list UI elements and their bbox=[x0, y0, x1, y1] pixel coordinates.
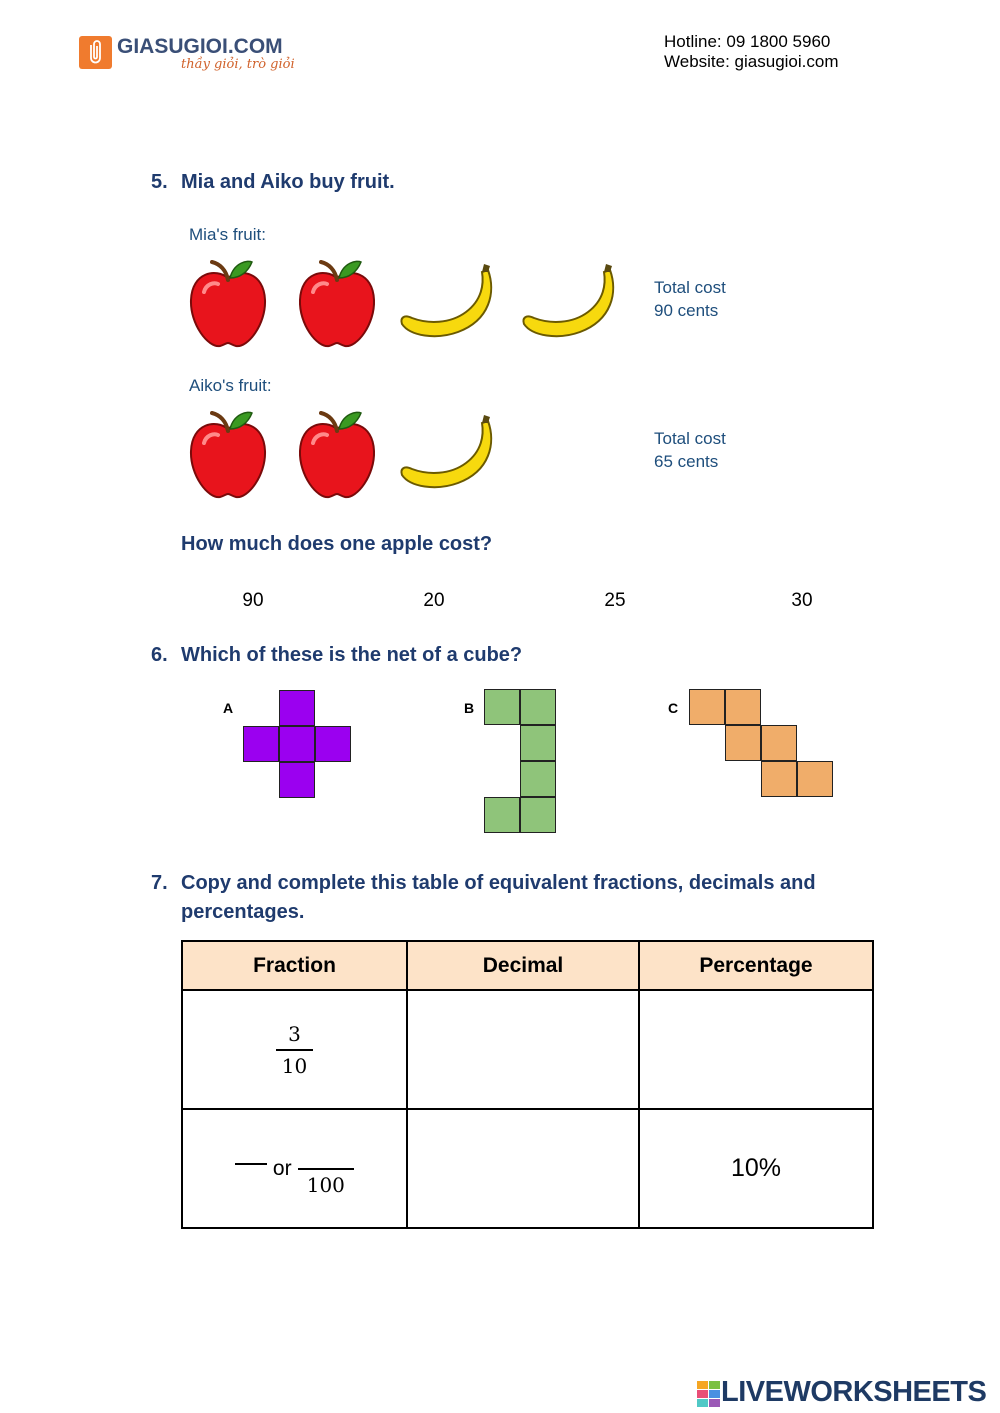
question-text: Which of these is the net of a cube? bbox=[181, 644, 523, 666]
fraction-blank-100[interactable] bbox=[298, 1141, 355, 1197]
fraction-3-10 bbox=[276, 1022, 313, 1078]
apple-icon bbox=[186, 409, 270, 501]
answer-option-20[interactable]: 20 bbox=[423, 590, 445, 611]
banana-icon bbox=[398, 262, 508, 344]
net-square bbox=[279, 690, 315, 726]
question-5 bbox=[151, 171, 395, 194]
paperclip-icon bbox=[79, 36, 112, 69]
table-row bbox=[182, 1109, 873, 1228]
net-label-c: C bbox=[668, 700, 679, 716]
net-square bbox=[761, 725, 797, 761]
percentage-cell bbox=[639, 1109, 873, 1228]
question-number: 7. bbox=[151, 872, 168, 894]
net-c[interactable] bbox=[689, 689, 835, 799]
apple-icon bbox=[295, 258, 379, 350]
denominator: 100 bbox=[306, 1172, 345, 1197]
or-word: or bbox=[272, 1156, 292, 1180]
numerator-blank[interactable] bbox=[298, 1141, 355, 1170]
header-fraction: Fraction bbox=[182, 941, 407, 990]
table-row bbox=[182, 990, 873, 1109]
question-text-line: percentages. bbox=[181, 901, 305, 923]
percentage-value: 10% bbox=[730, 1154, 782, 1182]
net-square bbox=[520, 761, 556, 797]
cost-value: 90 cents bbox=[654, 301, 719, 320]
question-7 bbox=[151, 869, 816, 927]
net-square bbox=[725, 689, 761, 725]
question-number: 6. bbox=[151, 644, 168, 666]
apple-icon bbox=[295, 409, 379, 501]
cost-label: Total cost bbox=[654, 278, 726, 297]
aiko-total-cost bbox=[654, 427, 726, 473]
brand-slogan: thầy giỏi, trò giỏi bbox=[181, 57, 295, 72]
mia-fruit-label: Mia's fruit: bbox=[189, 225, 266, 244]
equivalents-table bbox=[181, 940, 874, 1229]
answer-option-90[interactable]: 90 bbox=[242, 590, 264, 611]
question-text: Mia and Aiko buy fruit. bbox=[181, 171, 395, 193]
percentage-answer-cell[interactable] bbox=[639, 990, 873, 1109]
answer-option-30[interactable]: 30 bbox=[791, 590, 813, 611]
fraction-cell bbox=[182, 1109, 407, 1228]
net-a[interactable] bbox=[243, 690, 353, 798]
header-percentage: Percentage bbox=[639, 941, 873, 990]
mia-total-cost bbox=[654, 276, 726, 322]
apple-cost-question: How much does one apple cost? bbox=[181, 533, 493, 555]
net-square bbox=[279, 762, 315, 798]
net-square bbox=[243, 726, 279, 762]
website: Website: giasugioi.com bbox=[664, 52, 839, 71]
net-square bbox=[689, 689, 725, 725]
net-label-a: A bbox=[223, 700, 234, 716]
question-text-block bbox=[181, 869, 816, 927]
decimal-answer-cell[interactable] bbox=[407, 1109, 639, 1228]
net-square bbox=[520, 725, 556, 761]
question-number: 5. bbox=[151, 171, 168, 193]
net-b[interactable] bbox=[484, 689, 558, 835]
decimal-answer-cell[interactable] bbox=[407, 990, 639, 1109]
denominator: 10 bbox=[281, 1053, 308, 1078]
cost-label: Total cost bbox=[654, 429, 726, 448]
net-square bbox=[279, 726, 315, 762]
net-square bbox=[520, 797, 556, 833]
hotline: Hotline: 09 1800 5960 bbox=[664, 32, 831, 51]
banana-icon bbox=[520, 262, 630, 344]
aiko-fruit-label: Aiko's fruit: bbox=[189, 376, 272, 395]
logo bbox=[79, 36, 309, 81]
footer-brand: LIVEWORKSHEETS bbox=[721, 1376, 987, 1408]
net-square bbox=[797, 761, 833, 797]
question-text-line: Copy and complete this table of equivalent fractions, decimals and bbox=[181, 872, 816, 894]
header-decimal: Decimal bbox=[407, 941, 639, 990]
answer-option-25[interactable]: 25 bbox=[604, 590, 626, 611]
net-square bbox=[315, 726, 351, 762]
liveworksheets-icon bbox=[697, 1381, 721, 1407]
question-6 bbox=[151, 644, 522, 667]
net-label-b: B bbox=[464, 700, 475, 716]
fraction-blank[interactable] bbox=[235, 1163, 267, 1165]
net-square bbox=[484, 797, 520, 833]
net-square bbox=[761, 761, 797, 797]
apple-icon bbox=[186, 258, 270, 350]
banana-icon bbox=[398, 413, 508, 495]
net-square bbox=[520, 689, 556, 725]
table-header-row bbox=[182, 941, 873, 990]
net-square bbox=[484, 689, 520, 725]
numerator: 3 bbox=[276, 1022, 313, 1051]
net-square bbox=[725, 725, 761, 761]
fraction-cell bbox=[182, 990, 407, 1109]
brand-name: GIASUGIOI.COM bbox=[117, 35, 283, 58]
cost-value: 65 cents bbox=[654, 452, 719, 471]
